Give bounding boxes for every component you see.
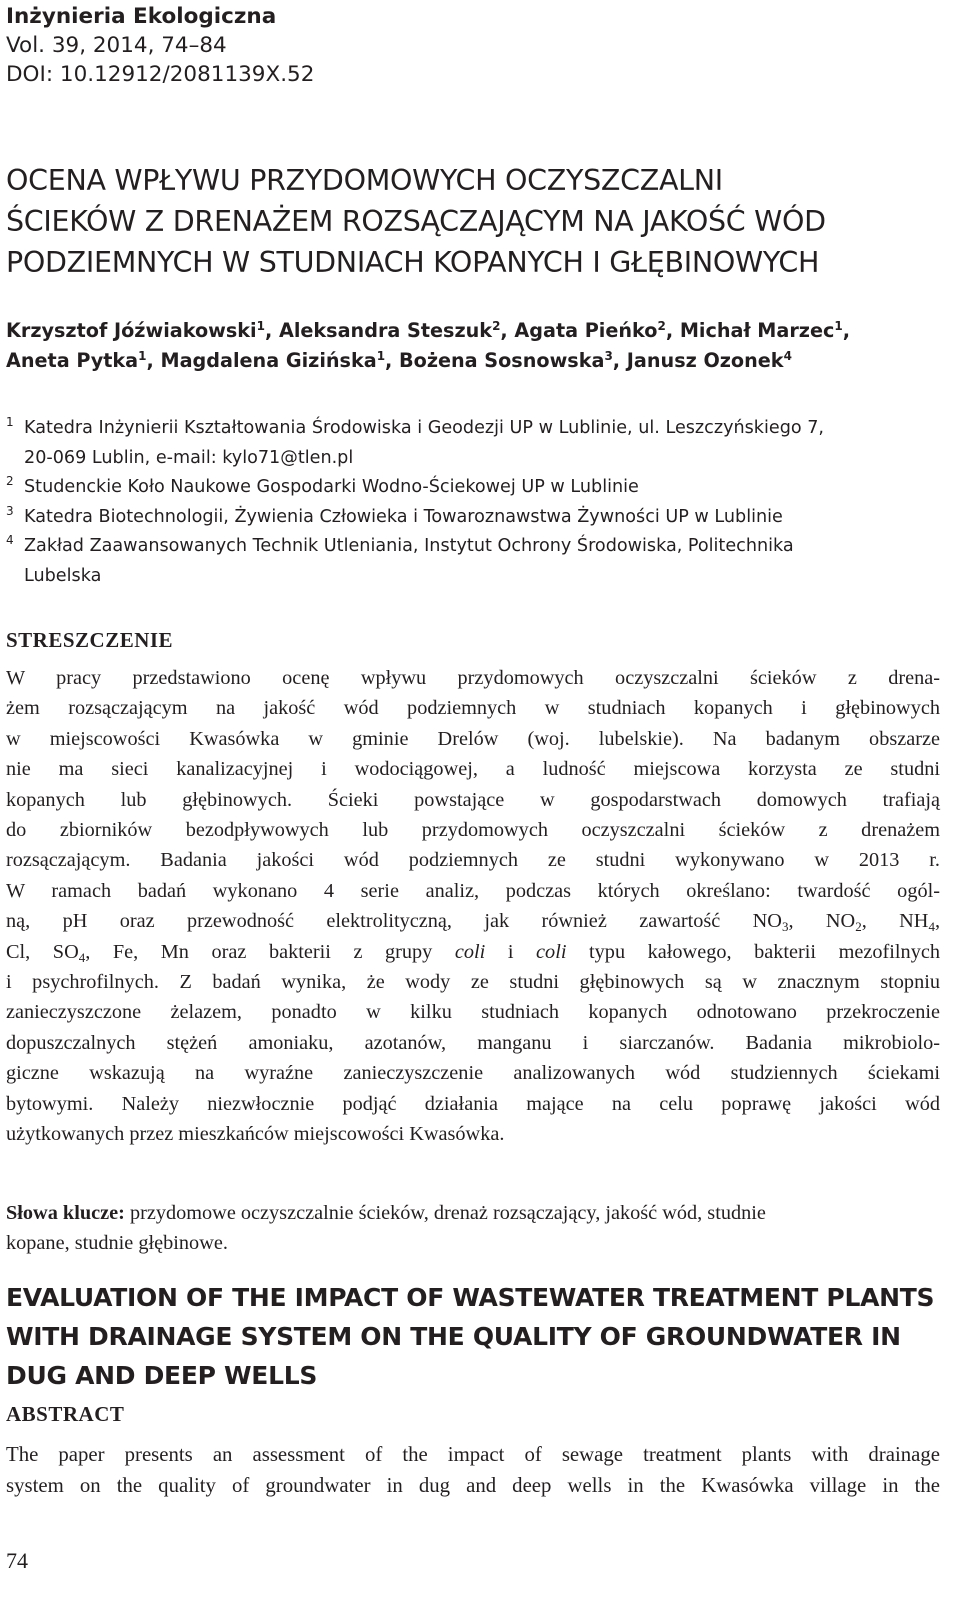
author-name: Michał Marzec xyxy=(679,319,835,342)
keywords-label: Słowa klucze: xyxy=(6,1202,125,1224)
abstract-pl-line: rozsączającym. Badania jakości wód podziemnych ze studni wykonywano w 2013 r. xyxy=(6,849,940,872)
article-title-en xyxy=(6,1278,946,1395)
affiliation-number: 4 xyxy=(6,533,14,547)
affiliation-text: Studenckie Koło Naukowe Gospodarki Wodno-Ściekowej UP w Lublinie xyxy=(24,477,639,497)
text-run: Cl, SO xyxy=(6,940,79,963)
title-pl-line: ŚCIEKÓW Z DRENAŻEM ROZSĄCZAJĄCYM NA JAKOŚĆ WÓD xyxy=(6,205,826,238)
author-name: Aleksandra Steszuk xyxy=(278,319,493,342)
text-run: typu kałowego, bakterii mezofilnych xyxy=(566,940,940,963)
author-affiliation-ref: 1 xyxy=(376,349,386,363)
abstract-pl-line: żem rozsączającym na jakość wód podziemnych w studniach kopanych i głębinowych xyxy=(6,697,940,720)
subscript: 2 xyxy=(855,919,862,935)
abstract-pl-line: bytowymi. Należy niezwłocznie podjąć działania mające na celu poprawę jakości wód xyxy=(6,1092,940,1115)
affiliation-item xyxy=(6,532,946,591)
subscript: 4 xyxy=(78,949,86,965)
keywords-pl xyxy=(6,1198,940,1258)
author-name: Agata Pieńko xyxy=(514,319,658,342)
abstract-en-heading: ABSTRACT xyxy=(6,1402,125,1426)
title-en-line: EVALUATION OF THE IMPACT OF WASTEWATER TREATMENT PLANTS xyxy=(6,1283,935,1312)
title-en-line: DUG AND DEEP WELLS xyxy=(6,1361,318,1390)
affiliation-item xyxy=(6,473,946,503)
abstract-pl-line: zanieczyszczone żelazem, ponadto w kilku studniach kopanych odnotowano przekroczenie xyxy=(6,1001,940,1024)
abstract-pl-line: dopuszczalnych stężeń amoniaku, azotanów, manganu i siarczanów. Badania mikrobiolo- xyxy=(6,1031,940,1054)
abstract-en-body xyxy=(6,1440,940,1501)
text-run: i xyxy=(485,940,537,963)
abstract-pl-line: kopanych lub głębinowych. Ścieki powstające w gospodarstwach domowych trafiają xyxy=(6,788,940,811)
journal-volume: Vol. 39, 2014, 74–84 xyxy=(6,33,227,58)
abstract-pl-line: użytkowanych przez mieszkańców miejscowości Kwasówka. xyxy=(6,1123,505,1146)
title-pl-line: OCENA WPŁYWU PRZYDOMOWYCH OCZYSZCZALNI xyxy=(6,164,723,197)
author-name: Aneta Pytka xyxy=(6,349,139,372)
author-affiliation-ref: 4 xyxy=(783,349,792,363)
abstract-pl-line xyxy=(6,937,940,967)
affiliation-number: 3 xyxy=(6,503,14,518)
abstract-pl-line: nie ma sieci kanalizacyjnej i wodociągowej, a ludność miejscowa korzysta ze studni xyxy=(6,758,940,781)
author-affiliation-ref: 3 xyxy=(604,349,613,363)
abstract-en-line: The paper presents an assessment of the impact of sewage treatment plants with drainage xyxy=(6,1443,940,1466)
abstract-en-line: system on the quality of groundwater in dug and deep wells in the Kwasówka village in the xyxy=(6,1473,940,1497)
author-name: Janusz Ozonek xyxy=(626,349,784,372)
abstract-pl-line: W ramach badań wykonano 4 serie analiz, podczas których określano: twardość ogól- xyxy=(6,879,940,902)
author-name: Krzysztof Jóźwiakowski xyxy=(6,319,257,342)
text-run: , xyxy=(934,910,941,933)
journal-name: Inżynieria Ekologiczna xyxy=(6,4,277,29)
italic-term: coli xyxy=(454,940,486,963)
abstract-pl-line: i psychrofilnych. Z badań wynika, że wody ze studni głębinowych są w znacznym stopniu xyxy=(6,971,940,994)
abstract-pl-body xyxy=(6,663,940,1150)
text-run: , NH xyxy=(861,910,929,933)
keywords-text: kopane, studnie głębinowe. xyxy=(6,1232,228,1254)
subscript: 3 xyxy=(781,919,789,935)
text-run: ną, pH oraz przewodność elektrolityczną, jak również zawartość NO xyxy=(6,910,782,933)
author-affiliation-ref: 1 xyxy=(256,319,265,333)
page-number: 74 xyxy=(6,1548,28,1573)
author-name: Magdalena Gizińska xyxy=(160,349,377,372)
author-affiliation-ref: 1 xyxy=(834,319,843,333)
keywords-text: przydomowe oczyszczalnie ścieków, drenaż rozsączający, jakość wód, studnie xyxy=(124,1202,766,1224)
affiliation-item xyxy=(6,414,946,473)
affiliation-list xyxy=(6,414,946,591)
abstract-pl-heading: STRESZCZENIE xyxy=(6,628,174,652)
author-affiliation-ref: 2 xyxy=(492,319,501,333)
author-affiliation-ref: 2 xyxy=(657,319,666,333)
author-list: Krzysztof Jóźwiakowski$^1$, Aleksandra Steszuk$^2$, Agata Pieńko$^2$, Michał Marzec$^1$, Aneta Pytka$^1$, Magdalena Gizińska$^1$, Bożena Sosnowska$^3$, Janusz Ozonek$^4$ xyxy=(6,319,850,372)
journal-doi: DOI: 10.12912/2081139X.52 xyxy=(6,62,315,87)
affiliation-item xyxy=(6,503,946,533)
abstract-pl-line: w miejscowości Kwasówka w gminie Drelów (woj. lubelskie). Na badanym obszarze xyxy=(6,727,940,750)
abstract-pl-line: do zbiorników bezodpływowych lub przydomowych oczyszczalni ścieków z drenażem xyxy=(6,819,940,842)
text-run: , NO xyxy=(788,910,856,933)
affiliation-number: 2 xyxy=(6,474,14,488)
title-pl-line: PODZIEMNYCH W STUDNIACH KOPANYCH I GŁĘBINOWYCH xyxy=(6,246,820,279)
abstract-pl-line xyxy=(6,906,940,936)
author-name: Bożena Sosnowska xyxy=(399,349,605,372)
abstract-pl-line: giczne wskazują na wyraźne zanieczyszczenie analizowanych wód studziennych ściekami xyxy=(6,1062,940,1085)
author-affiliation-ref: 1 xyxy=(138,349,147,363)
italic-term: coli xyxy=(536,940,567,963)
article-title-pl xyxy=(6,160,946,283)
subscript: 4 xyxy=(928,919,935,935)
affiliation-text: Katedra Biotechnologii, Żywienia Człowieka i Towaroznawstwa Żywności UP w Lublinie xyxy=(24,506,783,527)
affiliation-text: Zakład Zaawansowanych Technik Utleniania, Instytut Ochrony Środowiska, Politechnika xyxy=(24,536,794,556)
journal-header xyxy=(6,2,314,89)
affiliation-text: Lubelska xyxy=(24,565,102,586)
affiliation-number: 1 xyxy=(6,415,14,429)
text-run: , Fe, Mn oraz bakterii z grupy xyxy=(85,940,455,963)
abstract-pl-line: W pracy przedstawiono ocenę wpływu przydomowych oczyszczalni ścieków z drena- xyxy=(6,667,940,689)
affiliation-text: Katedra Inżynierii Kształtowania Środowiska i Geodezji UP w Lublinie, ul. Leszczyńskiego 7, xyxy=(24,418,825,438)
affiliation-text: 20-069 Lublin, e-mail: kylo71@tlen.pl xyxy=(24,447,354,468)
title-en-line: WITH DRAINAGE SYSTEM ON THE QUALITY OF GROUNDWATER IN xyxy=(6,1322,901,1351)
